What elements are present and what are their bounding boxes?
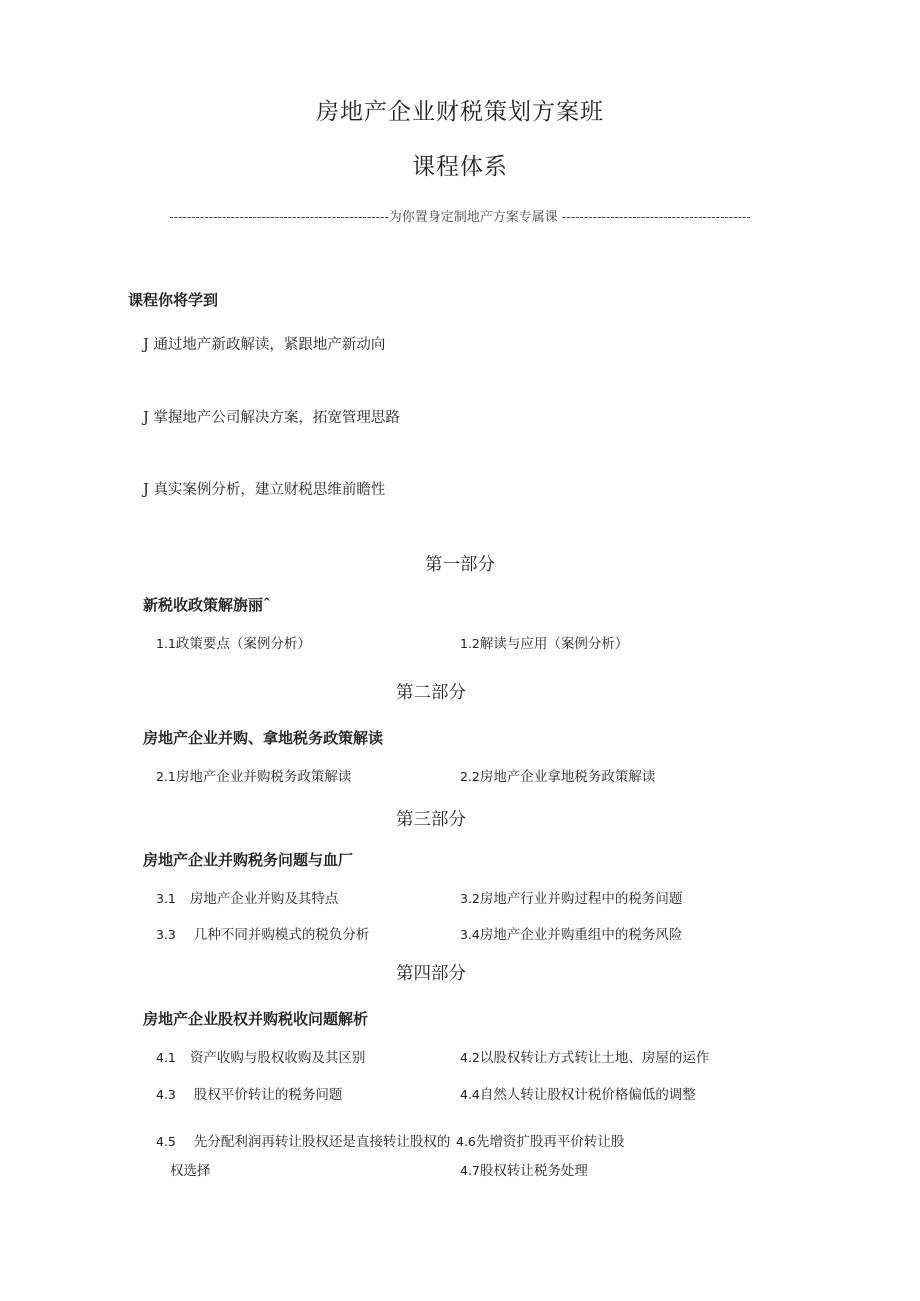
part-heading: 新税收政策解旃丽ˆ — [143, 596, 271, 614]
item-number: 1.1 — [156, 636, 176, 651]
item-text: 先增资扩股再平价转让股 — [475, 1134, 625, 1150]
item-text: 房地产企业拿地税务政策解读 — [479, 769, 656, 785]
item-text: 几种不同并购模式的税负分析 — [193, 927, 370, 943]
learn-point — [143, 478, 385, 499]
part-label: 第二部分 — [396, 683, 466, 703]
course-item — [460, 923, 682, 943]
course-item — [460, 1083, 696, 1103]
bullet-mark: J — [143, 410, 149, 426]
course-item — [460, 1159, 588, 1179]
course-item — [156, 887, 338, 907]
document-title: 房地产企业财税策划方案班 — [316, 99, 604, 125]
course-item — [460, 765, 655, 785]
course-item-continuation: 权选择 — [170, 1163, 211, 1179]
document-subtitle: 课程体系 — [412, 154, 508, 180]
tagline: --------------------------------------------------为你置身定制地产方案专属课 ------------------------------------------- — [169, 210, 751, 225]
item-number: 4.2 — [460, 1050, 480, 1065]
part-label: 第四部分 — [396, 964, 466, 984]
learn-point-text: 掌握地产公司解决方案，拓宽管理思路 — [153, 410, 400, 426]
item-number: 4.7 — [460, 1163, 480, 1178]
item-text: 房地产行业并购过程中的税务问题 — [479, 891, 683, 907]
part-heading: 房地产企业并购税务问题与血厂 — [143, 851, 354, 869]
item-number: 1.2 — [460, 636, 480, 651]
course-item — [156, 923, 369, 943]
learn-point — [143, 333, 385, 354]
item-text: 以股权转让方式转让土地、房屋的运作 — [479, 1050, 710, 1066]
part-label: 第一部分 — [425, 555, 495, 575]
item-number: 4.1 — [156, 1050, 176, 1065]
item-number: 3.4 — [460, 927, 480, 942]
learn-point-text: 真实案例分析，建立财税思维前瞻性 — [153, 482, 386, 498]
course-item — [156, 765, 351, 785]
part-heading: 房地产企业并购、拿地税务政策解读 — [143, 729, 384, 747]
bullet-mark: J — [143, 482, 149, 498]
course-item — [460, 887, 682, 907]
item-number: 3.3 — [156, 927, 176, 942]
item-text: 股权转让税务处理 — [479, 1163, 588, 1179]
item-number: 3.1 — [156, 891, 176, 906]
course-item — [460, 1046, 709, 1066]
item-text: 解读与应用（案例分析） — [479, 636, 629, 652]
item-text: 先分配利润再转让股权还是直接转让股权的 — [193, 1134, 451, 1150]
course-item — [156, 1130, 450, 1150]
course-item — [456, 1130, 624, 1150]
learn-point — [143, 406, 400, 427]
item-number: 2.2 — [460, 769, 480, 784]
item-number: 4.3 — [156, 1087, 176, 1102]
item-number: 4.6 — [456, 1134, 476, 1149]
part-label: 第三部分 — [396, 810, 466, 830]
item-number: 3.2 — [460, 891, 480, 906]
learn-point-text: 通过地产新政解读，紧跟地产新动向 — [153, 337, 386, 353]
course-item — [156, 632, 311, 652]
learn-heading: 课程你将学到 — [128, 291, 219, 309]
item-text: 政策要点（案例分析） — [175, 636, 311, 652]
course-item — [460, 632, 628, 652]
part-heading: 房地产企业股权并购税收问题解析 — [143, 1010, 369, 1028]
item-number: 4.5 — [156, 1134, 176, 1149]
item-text: 资产收购与股权收购及其区别 — [189, 1050, 366, 1066]
course-item — [156, 1046, 365, 1066]
item-number: 2.1 — [156, 769, 176, 784]
item-text: 自然人转让股权计税价格偏低的调整 — [479, 1087, 696, 1103]
item-text: 房地产企业并购及其特点 — [189, 891, 339, 907]
bullet-mark: J — [143, 337, 149, 353]
item-text: 房地产企业并购税务政策解读 — [175, 769, 352, 785]
course-item — [156, 1083, 342, 1103]
item-number: 4.4 — [460, 1087, 480, 1102]
item-text: 股权平价转让的税务问题 — [193, 1087, 343, 1103]
item-text: 房地产企业并购重组中的税务风险 — [479, 927, 683, 943]
